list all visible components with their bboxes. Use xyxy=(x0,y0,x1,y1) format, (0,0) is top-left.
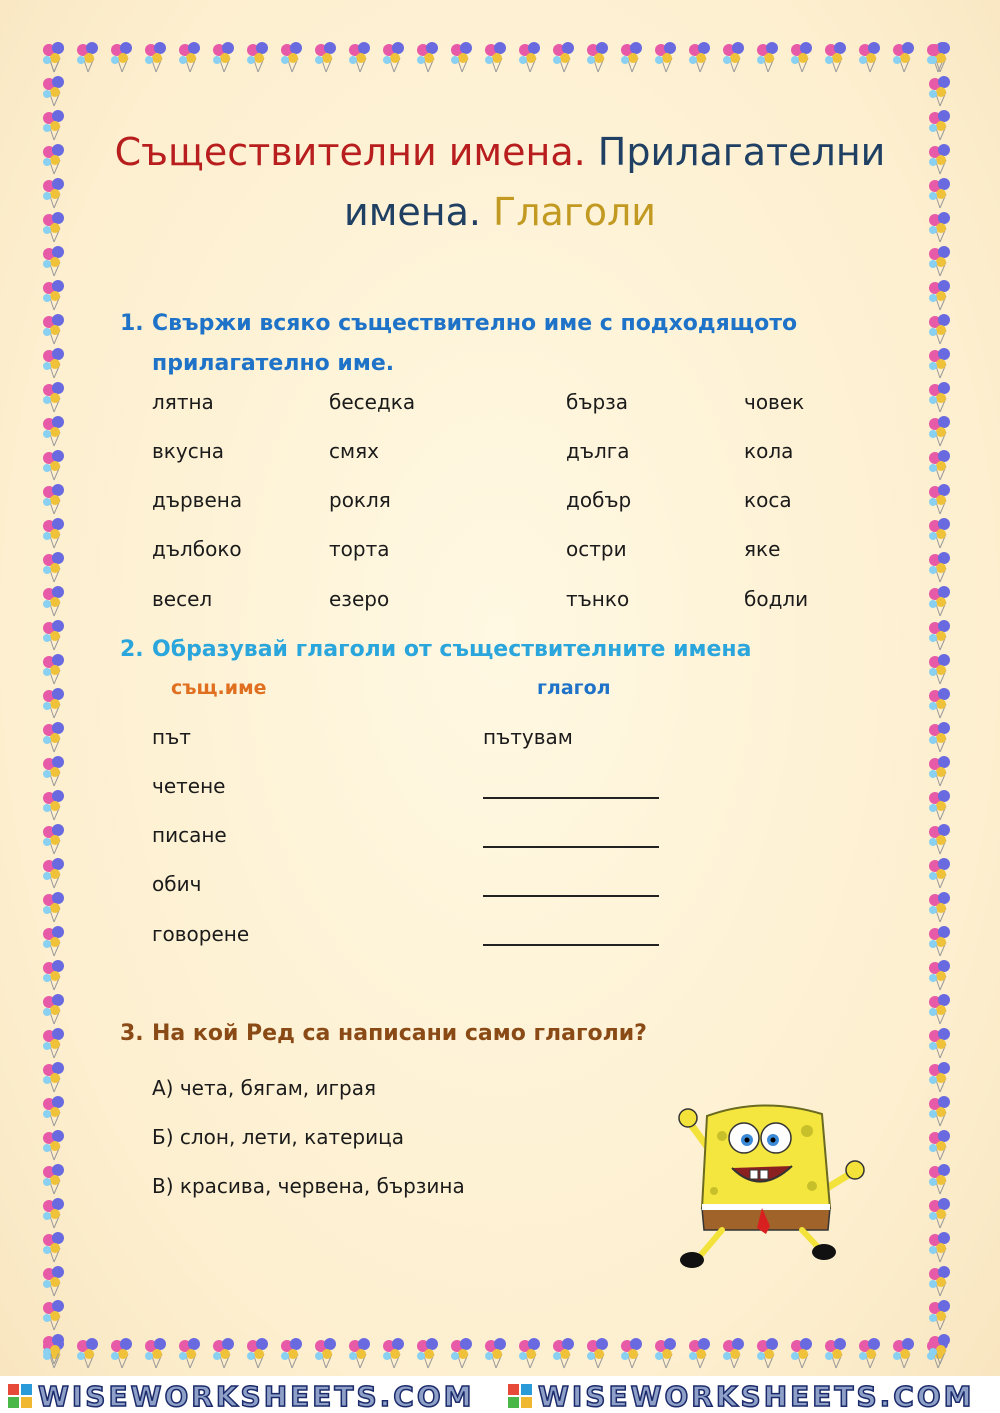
q3-question: На кой Ред са написани само глаголи? xyxy=(152,1021,647,1046)
q2-example-verb: пътувам xyxy=(483,725,573,749)
wiseworksheets-logo-icon xyxy=(508,1384,532,1408)
q1-word-col4[interactable]: кола xyxy=(744,439,794,463)
q1-word-col3[interactable]: добър xyxy=(566,488,632,512)
q1-word-col4[interactable]: коса xyxy=(744,488,792,512)
worksheet-title xyxy=(90,122,910,242)
q1-word-col1[interactable]: вкусна xyxy=(152,439,225,463)
q3-option-a[interactable]: А) чета, бягам, играя xyxy=(152,1076,377,1100)
q2-noun: говорене xyxy=(152,922,250,946)
q1-instruction-line1: Свържи всяко съществително име с подходящото xyxy=(152,311,798,336)
footer-brand-text-repeat: WISEWORKSHEETS.COM xyxy=(538,1380,975,1413)
q1-word-col3[interactable]: дълга xyxy=(566,439,630,463)
title-names: имена. xyxy=(344,190,481,234)
q1-word-col1[interactable]: дълбоко xyxy=(152,537,242,561)
title-verbs: Глаголи xyxy=(493,190,656,234)
title-nouns: Съществителни имена. xyxy=(114,130,586,174)
q2-noun: обич xyxy=(152,872,202,896)
q1-word-col4[interactable]: бодли xyxy=(744,587,809,611)
q1-instruction-line2: прилагателно име. xyxy=(152,351,395,376)
q2-noun-header: същ.име xyxy=(171,677,267,699)
q2-noun: път xyxy=(152,725,191,749)
q2-noun: четене xyxy=(152,774,226,798)
q2-answer-blank[interactable] xyxy=(483,895,659,897)
title-adjectives: Прилагателни xyxy=(597,130,886,174)
q1-word-col3[interactable]: тънко xyxy=(566,587,630,611)
q1-word-col2[interactable]: рокля xyxy=(329,488,391,512)
q1-word-col2[interactable]: беседка xyxy=(329,390,416,414)
q1-word-col2[interactable]: езеро xyxy=(329,587,390,611)
footer-watermark xyxy=(0,1376,1000,1413)
q1-word-col2[interactable]: смях xyxy=(329,439,379,463)
q2-number: 2. xyxy=(120,637,144,662)
q1-word-col3[interactable]: бърза xyxy=(566,390,629,414)
q3-number: 3. xyxy=(120,1021,144,1046)
q2-verb-header: глагол xyxy=(537,677,611,699)
q1-word-col3[interactable]: остри xyxy=(566,537,627,561)
q2-noun: писане xyxy=(152,823,227,847)
wiseworksheets-logo-icon xyxy=(8,1384,32,1408)
q2-instruction: Образувай глаголи от съществителните имена xyxy=(152,637,752,662)
q1-word-col4[interactable]: яке xyxy=(744,537,781,561)
q1-word-col4[interactable]: човек xyxy=(744,390,805,414)
q1-number: 1. xyxy=(120,311,144,336)
q1-word-col2[interactable]: торта xyxy=(329,537,390,561)
q1-word-col1[interactable]: весел xyxy=(152,587,213,611)
q2-answer-blank[interactable] xyxy=(483,944,659,946)
q3-option-c[interactable]: В) красива, червена, бързина xyxy=(152,1174,465,1198)
q1-word-col1[interactable]: лятна xyxy=(152,390,214,414)
q1-word-col1[interactable]: дървена xyxy=(152,488,243,512)
cartoon-sponge-illustration xyxy=(652,1096,872,1276)
footer-brand-text: WISEWORKSHEETS.COM xyxy=(38,1380,475,1413)
q3-option-b[interactable]: Б) слон, лети, катерица xyxy=(152,1125,404,1149)
q2-answer-blank[interactable] xyxy=(483,797,659,799)
q2-answer-blank[interactable] xyxy=(483,846,659,848)
